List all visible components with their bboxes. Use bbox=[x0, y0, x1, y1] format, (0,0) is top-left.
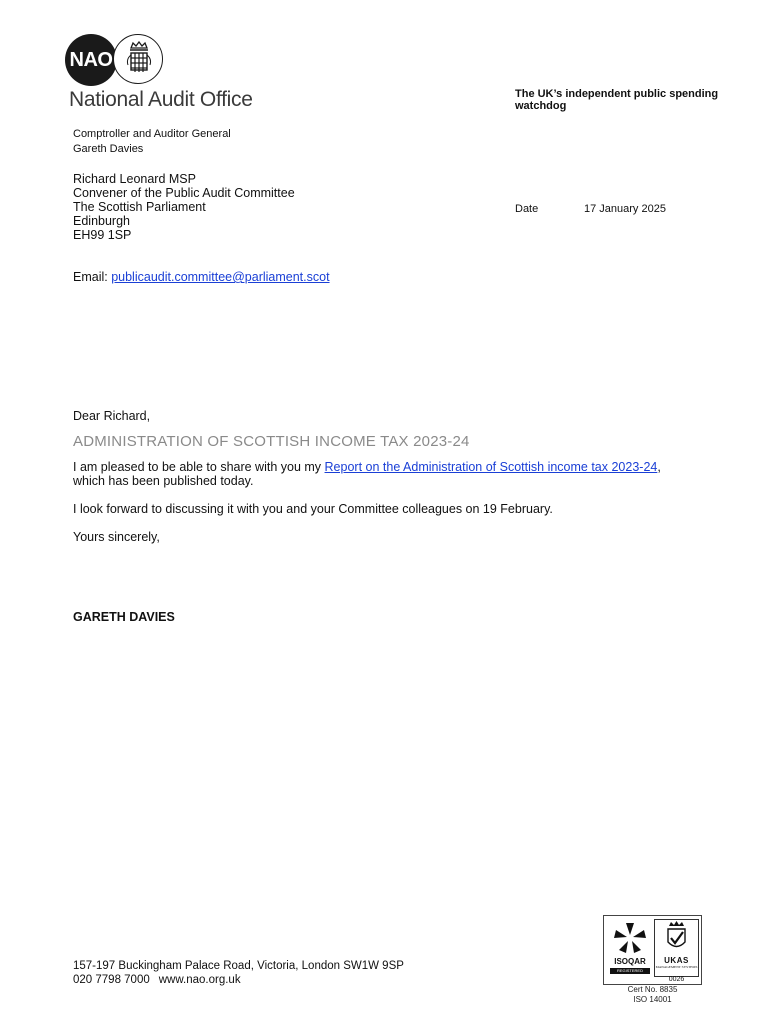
date-label: Date bbox=[515, 203, 539, 215]
closing: Yours sincerely, bbox=[73, 530, 160, 544]
paragraph-text: which has been published today. bbox=[73, 474, 254, 488]
ukas-sub-label: MANAGEMENT SYSTEMS bbox=[655, 965, 698, 969]
portcullis-crest-icon bbox=[113, 34, 163, 84]
organisation-name: National Audit Office bbox=[69, 88, 253, 111]
paragraph-text: I am pleased to be able to share with you my bbox=[73, 460, 325, 474]
email-link[interactable]: publicaudit.committee@parliament.scot bbox=[111, 270, 330, 284]
cert-number: Cert No. 8835 bbox=[627, 985, 678, 994]
isoqar-label: ISOQAR bbox=[614, 957, 646, 966]
email-line bbox=[73, 270, 330, 284]
sender-name: Gareth Davies bbox=[73, 143, 144, 155]
footer-address bbox=[73, 959, 404, 987]
letter-subject: ADMINISTRATION OF SCOTTISH INCOME TAX 2023-24 bbox=[73, 433, 470, 450]
footer-website: www.nao.org.uk bbox=[158, 974, 241, 986]
ukas-label: UKAS bbox=[664, 956, 689, 965]
signature-name: GARETH DAVIES bbox=[73, 610, 175, 624]
paragraph-report bbox=[73, 460, 661, 488]
recipient-line: The Scottish Parliament bbox=[73, 200, 206, 214]
email-label: Email: bbox=[73, 270, 112, 284]
recipient-line: Richard Leonard MSP bbox=[73, 172, 196, 186]
recipient-address bbox=[73, 172, 295, 242]
salutation: Dear Richard, bbox=[73, 409, 151, 423]
report-link[interactable]: Report on the Administration of Scottish income tax 2023-24 bbox=[324, 460, 658, 474]
paragraph-text: , bbox=[657, 460, 661, 474]
sender-title: Comptroller and Auditor General bbox=[73, 128, 231, 140]
paragraph-meeting: I look forward to discussing it with you and your Committee colleagues on 19 February. bbox=[73, 502, 553, 516]
recipient-line: Edinburgh bbox=[73, 214, 130, 228]
recipient-line: EH99 1SP bbox=[73, 228, 132, 242]
recipient-line: Convener of the Public Audit Committee bbox=[73, 186, 295, 200]
isoqar-registered: REGISTERED bbox=[610, 968, 650, 974]
date-value: 17 January 2025 bbox=[584, 203, 666, 215]
ukas-number: 0026 bbox=[668, 976, 685, 983]
footer-street: 157-197 Buckingham Palace Road, Victoria, London SW1W 9SP bbox=[73, 960, 404, 972]
footer-phone: 020 7798 7000 bbox=[73, 974, 150, 986]
tagline: The UK’s independent public spending watchdog bbox=[515, 88, 719, 112]
iso-standard: ISO 14001 bbox=[633, 995, 672, 1004]
nao-logo-badge: NAO bbox=[65, 34, 117, 86]
